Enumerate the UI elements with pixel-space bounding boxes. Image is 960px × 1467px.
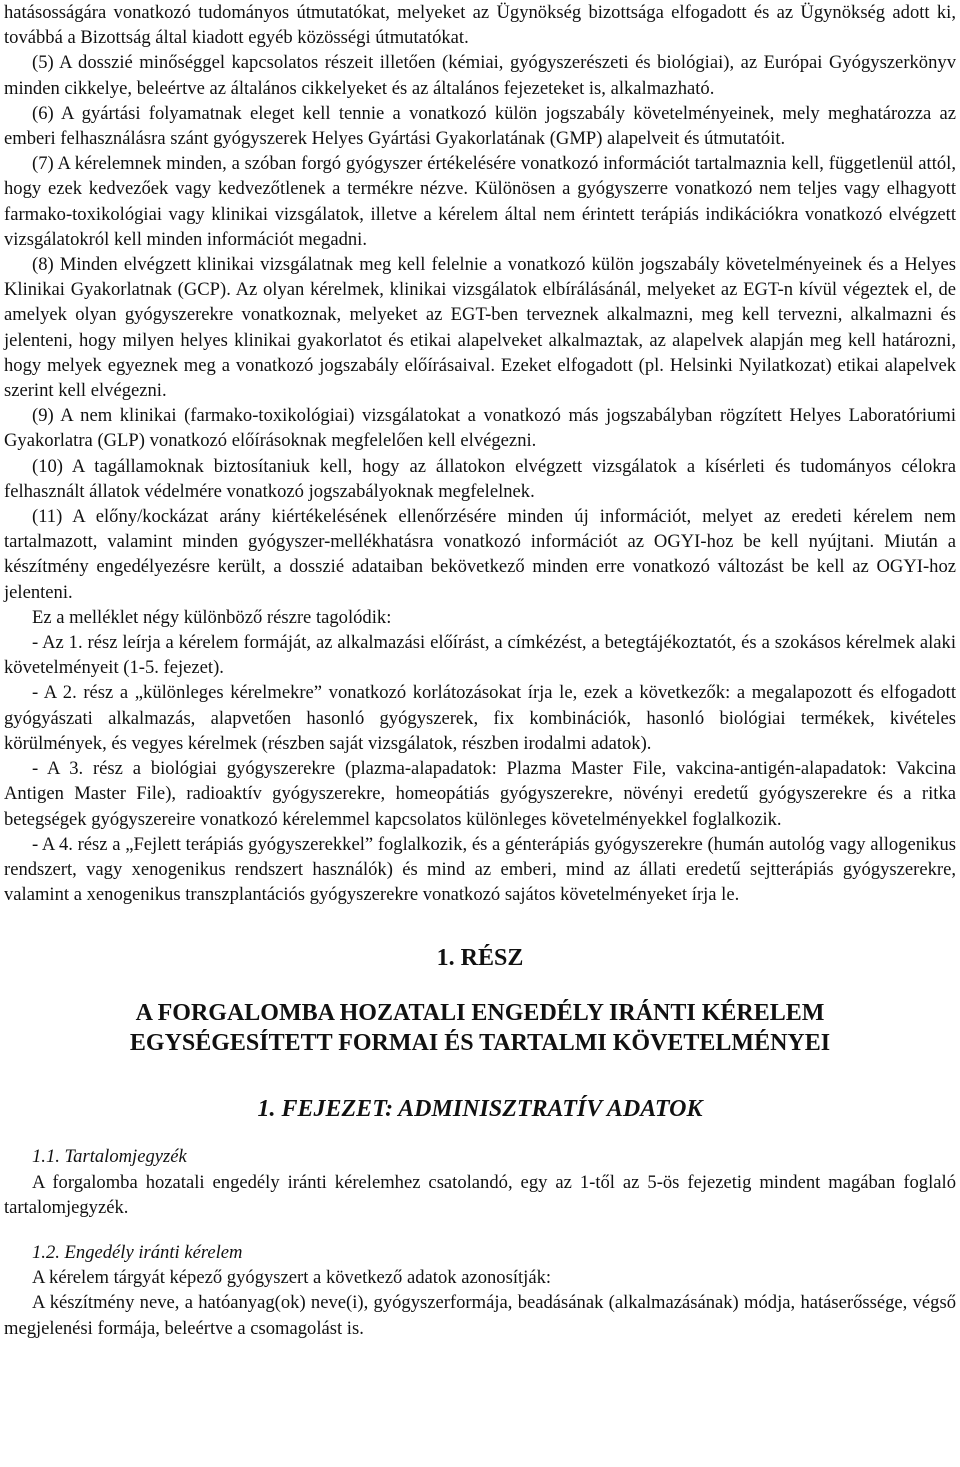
part-title: 1. RÉSZ xyxy=(436,945,524,972)
paragraph-5: (5) A dosszié minőséggel kapcsolatos részeit illetően (kémiai, gyógyszerészeti és biológiai), az Európai Gyógyszerkönyv minden cikkelye, beleértve az általános cikkelyeket és az általános fejezeteket is, alkalmazható. xyxy=(4,52,956,99)
main-title xyxy=(4,998,956,1058)
paragraph-9: (9) A nem klinikai (farmako-toxikológiai) vizsgálatokat a vonatkozó más jogszabályban rögzített Helyes Laboratóriumi Gyakorlatra (GLP) vonatkozó előírásoknak megfelelően kell elvégezni. xyxy=(4,405,956,452)
section-1-2 xyxy=(4,1240,956,1341)
paragraph-continuation: hatásosságára vonatkozó tudományos útmutatókat, melyeket az Ügynökség bizottsága elfogadott és az Ügynökség adott ki, továbbá a Bizottság által kiadott egyéb közösségi útmutatókat. xyxy=(4,2,956,49)
chapter-title: 1. FEJEZET: ADMINISZTRATÍV ADATOK xyxy=(257,1096,703,1123)
section-line-1-2: A kérelem tárgyát képező gyógyszert a következő adatok azonosítják: xyxy=(32,1267,552,1289)
list-item-part-4: - A 4. rész a „Fejlett terápiás gyógyszerekkel” foglalkozik, és a génterápiás gyógyszerekre (humán autológ vagy allogenikus rendszert, vagy xenogenikus rendszert használók) és mind az emberi, mind az állati eredetű sejtterápiás gyógyszerekre, valamint a xenogenikus transzplantációs gyógyszerekre vonatkozó sajátos követelményeket írja le. xyxy=(4,833,956,906)
paragraph-6: (6) A gyártási folyamatnak eleget kell tennie a vonatkozó külön jogszabály követelményeinek, mely meghatározza az emberi felhasználásra szánt gyógyszerek Helyes Gyártási Gyakorlatának (GMP) alapelveit és útmutatóit. xyxy=(4,102,956,150)
paragraph-7: (7) A kérelemnek minden, a szóban forgó gyógyszer értékelésére vonatkozó információt tartalmaznia kell, függetlenül attól, hogy ezek kedvezőek vagy kedvezőtlenek a termékre nézve. Különösen a gyógyszerre vonatkozó nem teljes vagy elhagyott farmako-toxikológiai vagy klinikai vizsgálatok, illetve a kérelem által nem érintett terápiás indikációkra vonatkozó elvégzett vizsgálatokról kell minden információt megadni. xyxy=(4,153,956,250)
list-item-part-2: - A 2. rész a „különleges kérelmekre” vonatkozó korlátozásokat írja le, ezek a következők: a megalapozott és elfogadott gyógyászati alkalmazás, alapvetően hasonló gyógyszerek, fix kombinációk, hasonló biológiai termékek, kivételes körülmények, és vegyes kérelmek (részben saját vizsgálatok, részben irodalmi adatok). xyxy=(4,682,956,754)
section-1-1 xyxy=(4,1144,956,1220)
paragraph-11: (11) A előny/kockázat arány kiértékelésének ellenőrzésére minden új információt, melyet az eredeti kérelem nem tartalmazott, valamint minden gyógyszer-mellékhatásra vonatkozó információt az OGYI-hoz be kell nyújtani. Miután a készítmény engedélyezésre került, a dosszié adataiban bekövetkező minden erre vonatkozó változást be kell az OGYI-hoz jelenteni. xyxy=(4,506,956,603)
section-text-1-1: A forgalomba hozatali engedély iránti kérelemhez csatolandó, egy az 1-től az 5-ös fejezetig mindent magában foglaló tartalomjegyzék. xyxy=(4,1171,956,1218)
paragraph-10: (10) A tagállamoknak biztosítaniuk kell, hogy az állatokon elvégzett vizsgálatok a kísérleti és tudományos célokra felhasznált állatok védelmére vonatkozó jogszabályoknak megfelelnek. xyxy=(4,455,956,502)
section-heading-1-2: 1.2. Engedély iránti kérelem xyxy=(32,1241,243,1263)
annex-intro: Ez a melléklet négy különböző részre tagolódik: xyxy=(32,606,392,628)
list-item-part-1: - Az 1. rész leírja a kérelem formáját, az alkalmazási előírást, a címkézést, a betegtájékoztatót, és a szokásos kérelmek alaki követelményeit (1-5. fejezet). xyxy=(4,632,956,679)
main-title-line-1: A FORGALOMBA HOZATALI ENGEDÉLY IRÁNTI KÉRELEM xyxy=(135,1000,825,1027)
list-item-part-3: - A 3. rész a biológiai gyógyszerekre (plazma-alapadatok: Plazma Master File, vakcina-antigén-alapadatok: Vakcina Antigen Master File), radioaktív gyógyszerekre, homeopátiás gyógyszerekre, növényi eredetű gyógyszerekre és a ritka betegségek gyógyszereire vonatkozó kérelemmel kapcsolatos különleges követelményekkel foglalkozik. xyxy=(4,758,956,830)
paragraph-8: (8) Minden elvégzett klinikai vizsgálatnak meg kell felelnie a vonatkozó külön jogszabály követelményeinek és a Helyes Klinikai Gyakorlatnak (GCP). Az olyan kérelmek, klinikai vizsgálatok elbírálásánál, melyeket az EGT-n kívül végeztek el, de amelyek olyan gyógyszerekre vonatkoznak, melyeket az EGT-ben terveznek alkalmazni, meg kell tervezni, alkalmazni és jelenteni, hogy milyen helyes klinikai gyakorlatot és etikai alapelveket alkalmaztak, az alapelvek alapján meg kell határozni, hogy melyek egyeznek meg a vonatkozó jogszabály előírásaival. Ezeket elfogadott (pl. Helsinki Nyilatkozat) etikai alapelvek szerint kell elvégezni. xyxy=(4,254,956,402)
section-text-1-2: A készítmény neve, a hatóanyag(ok) neve(i), gyógyszerformája, beadásának (alkalmazásának) módja, hatáserőssége, végső megjelenési formája, beleértve a csomagolást is. xyxy=(4,1292,956,1339)
document-body xyxy=(4,0,956,1341)
section-heading-1-1: 1.1. Tartalomjegyzék xyxy=(32,1146,187,1168)
main-title-line-2: EGYSÉGESÍTETT FORMAI ÉS TARTALMI KÖVETELMÉNYEI xyxy=(129,1030,831,1057)
